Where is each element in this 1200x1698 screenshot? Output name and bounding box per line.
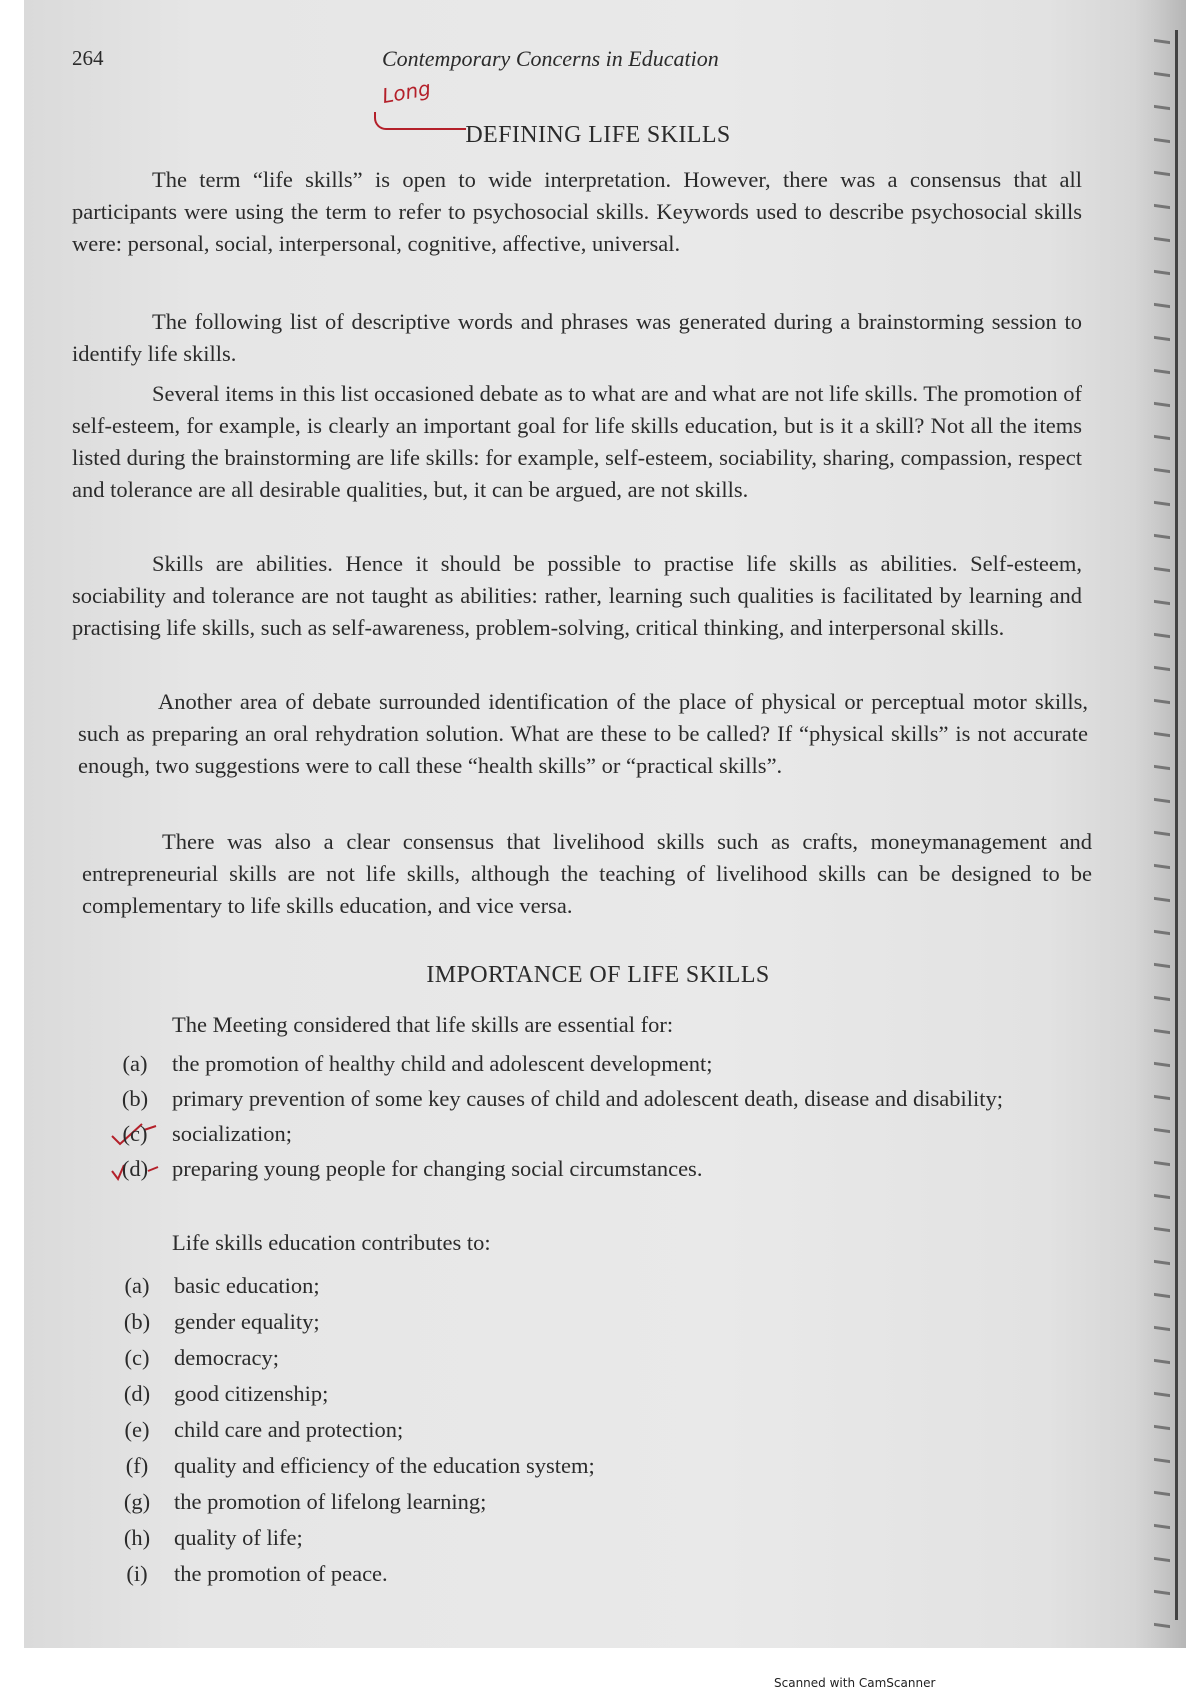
list-intro: Life skills education contributes to: <box>172 1230 491 1255</box>
list-label: (g) <box>123 1489 151 1514</box>
list-label: (h) <box>123 1525 151 1550</box>
list-item <box>116 1270 1096 1302</box>
list-item <box>114 1083 1094 1115</box>
list-text: the promotion of healthy child and adolescent development; <box>172 1051 713 1076</box>
list-label: (a) <box>122 1051 148 1076</box>
essential-for-list <box>114 1048 1094 1188</box>
list-label: (b) <box>121 1086 149 1111</box>
list-item <box>116 1522 1096 1554</box>
list-text: preparing young people for changing social circumstances. <box>172 1156 703 1181</box>
section-heading-importance: IMPORTANCE OF LIFE SKILLS <box>426 962 770 988</box>
list-item <box>114 1048 1094 1080</box>
list-label: (d) <box>121 1156 149 1181</box>
paragraph: There was also a clear consensus that livelihood skills such as crafts, moneymanagement and entrepreneurial skills are not life skills, although the teaching of livelihood skills can be designed to be complementary to life skills education, and vice versa. <box>82 829 1092 918</box>
list-label: (e) <box>124 1417 150 1442</box>
list-item <box>116 1486 1096 1518</box>
book-title: Contemporary Concerns in Education <box>382 46 719 71</box>
list-item <box>114 1153 1094 1185</box>
list-text: quality and efficiency of the education system; <box>174 1453 595 1478</box>
paragraph: The following list of descriptive words and phrases was generated during a brainstorming session to identify life skills. <box>72 309 1082 366</box>
page-number: 264 <box>72 46 104 70</box>
list-text: child care and protection; <box>174 1417 404 1442</box>
paragraph: Another area of debate surrounded identification of the place of physical or perceptual motor skills, such as preparing an oral rehydration solution. What are these to be called? If “physical skills” is not accurate enough, two suggestions were to call these “health skills” or “practical skills”. <box>78 689 1088 778</box>
list-item <box>116 1558 1096 1590</box>
list-label: (i) <box>126 1561 148 1586</box>
scanned-page <box>24 0 1186 1648</box>
list-label: (c) <box>122 1121 148 1146</box>
list-item <box>114 1118 1094 1150</box>
list-text: gender equality; <box>174 1309 320 1334</box>
list-label: (d) <box>123 1381 151 1406</box>
paragraph: The term “life skills” is open to wide interpretation. However, there was a consensus that all participants were using the term to refer to psychosocial skills. Keywords used to describe psychosocial skills were: personal, social, interpersonal, cognitive, affective, universal. <box>72 167 1082 256</box>
list-item <box>116 1306 1096 1338</box>
list-label: (c) <box>124 1345 150 1370</box>
list-item <box>116 1414 1096 1446</box>
paragraph: Several items in this list occasioned debate as to what are and what are not life skills. The promotion of self-esteem, for example, is clearly an important goal for life skills education, but is it a skill? Not all the items listed during the brainstorming are life skills: for example, self-esteem, sociability, sharing, compassion, respect and tolerance are all desirable qualities, but, it can be argued, are not skills. <box>72 381 1082 502</box>
list-text: democracy; <box>174 1345 279 1370</box>
list-text: the promotion of lifelong learning; <box>174 1489 487 1514</box>
scanner-watermark: Scanned with CamScanner <box>774 1676 936 1690</box>
list-intro: The Meeting considered that life skills are essential for: <box>172 1012 674 1037</box>
list-text: basic education; <box>174 1273 320 1298</box>
paragraph: Skills are abilities. Hence it should be possible to practise life skills as abilities. Self-esteem, sociability and tolerance are not taught as abilities: rather, learning such qualities is facilitated by learning and practising life skills, such as self-awareness, problem-solving, critical thinking, and interpersonal skills. <box>72 551 1082 640</box>
handwritten-annotation: Long <box>380 75 433 109</box>
list-item <box>116 1378 1096 1410</box>
list-item <box>116 1450 1096 1482</box>
section-heading-defining: DEFINING LIFE SKILLS <box>465 122 731 148</box>
list-label: (b) <box>123 1309 151 1334</box>
list-text: primary prevention of some key causes of child and adolescent death, disease and disability; <box>172 1086 1003 1111</box>
list-text: socialization; <box>172 1121 292 1146</box>
contributes-to-list <box>116 1270 1096 1594</box>
list-text: good citizenship; <box>174 1381 329 1406</box>
list-text: the promotion of peace. <box>174 1561 388 1586</box>
list-label: (a) <box>124 1273 150 1298</box>
list-item <box>116 1342 1096 1374</box>
list-label: (f) <box>125 1453 149 1478</box>
binding-ticks <box>1146 40 1176 1620</box>
running-head <box>72 46 1106 76</box>
list-text: quality of life; <box>174 1525 303 1550</box>
